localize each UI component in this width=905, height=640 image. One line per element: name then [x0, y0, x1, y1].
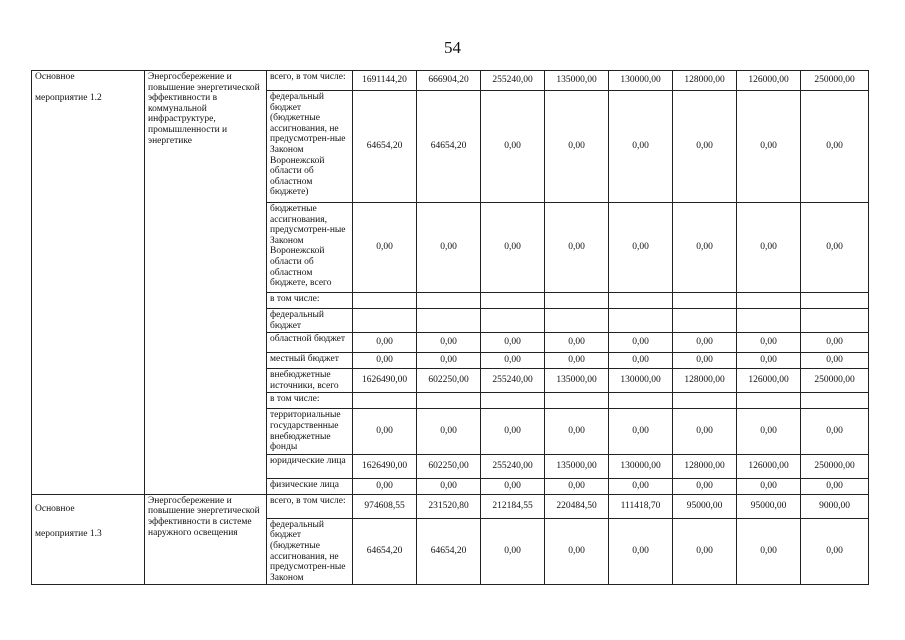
value-cell: 0,00 [609, 409, 673, 454]
value-cell: 0,00 [609, 518, 673, 585]
value-cell: 0,00 [545, 353, 609, 369]
value-cell: 0,00 [737, 409, 801, 454]
value-cell: 0,00 [353, 478, 417, 494]
value-cell: 130000,00 [609, 71, 673, 91]
value-cell: 0,00 [481, 409, 545, 454]
value-cell [737, 293, 801, 309]
measure-name-cell [32, 494, 145, 585]
value-cell: 0,00 [481, 203, 545, 293]
value-cell: 0,00 [609, 203, 673, 293]
funding-source-cell: местный бюджет [267, 353, 353, 369]
value-cell: 0,00 [353, 409, 417, 454]
funding-source-cell: областной бюджет [267, 333, 353, 353]
funding-source-cell: юридические лица [267, 454, 353, 478]
value-cell: 255240,00 [481, 369, 545, 393]
value-cell: 0,00 [353, 333, 417, 353]
value-cell [353, 393, 417, 409]
value-cell: 130000,00 [609, 454, 673, 478]
value-cell: 135000,00 [545, 454, 609, 478]
value-cell: 0,00 [481, 91, 545, 203]
value-cell: 0,00 [673, 333, 737, 353]
value-cell: 0,00 [545, 333, 609, 353]
value-cell: 128000,00 [673, 71, 737, 91]
value-cell: 255240,00 [481, 454, 545, 478]
funding-source-cell: всего, в том числе: [267, 494, 353, 518]
measure-title-cell: Энергосбережение и повышение энергетической эффективности в коммунальной инфраструктуре, промышленности и энергетике [145, 71, 267, 495]
value-cell: 64654,20 [417, 91, 481, 203]
value-cell: 126000,00 [737, 369, 801, 393]
value-cell: 0,00 [801, 333, 869, 353]
value-cell: 974608,55 [353, 494, 417, 518]
value-cell [481, 293, 545, 309]
value-cell [673, 393, 737, 409]
value-cell: 0,00 [545, 203, 609, 293]
funding-source-cell: физические лица [267, 478, 353, 494]
value-cell [737, 393, 801, 409]
value-cell [545, 309, 609, 333]
table-body [32, 71, 869, 585]
measure-name-line2: мероприятие 1.3 [35, 529, 102, 540]
value-cell: 212184,55 [481, 494, 545, 518]
value-cell: 0,00 [417, 409, 481, 454]
value-cell: 602250,00 [417, 369, 481, 393]
value-cell: 0,00 [545, 518, 609, 585]
measure-name-cell [32, 71, 145, 495]
value-cell: 0,00 [353, 203, 417, 293]
measure-name-line1: Основное [35, 72, 75, 82]
value-cell: 0,00 [801, 353, 869, 369]
value-cell: 250000,00 [801, 369, 869, 393]
value-cell [801, 293, 869, 309]
value-cell [481, 393, 545, 409]
value-cell: 0,00 [737, 203, 801, 293]
value-cell: 64654,20 [353, 518, 417, 585]
measure-name-line1: Основное [35, 503, 75, 514]
value-cell: 126000,00 [737, 454, 801, 478]
table-row [32, 494, 869, 518]
value-cell [737, 309, 801, 333]
value-cell: 9000,00 [801, 494, 869, 518]
funding-source-cell: территориальные государственные внебюджетные фонды [267, 409, 353, 454]
value-cell: 95000,00 [737, 494, 801, 518]
value-cell: 0,00 [417, 353, 481, 369]
value-cell: 0,00 [545, 91, 609, 203]
value-cell: 250000,00 [801, 454, 869, 478]
value-cell: 95000,00 [673, 494, 737, 518]
value-cell: 1691144,20 [353, 71, 417, 91]
value-cell: 0,00 [737, 333, 801, 353]
value-cell: 1626490,00 [353, 369, 417, 393]
value-cell: 111418,70 [609, 494, 673, 518]
funding-source-cell: федеральный бюджет (бюджетные ассигнования, не предусмотрен-ные Законом [267, 518, 353, 585]
value-cell: 602250,00 [417, 454, 481, 478]
value-cell: 0,00 [673, 91, 737, 203]
value-cell [609, 309, 673, 333]
value-cell: 0,00 [673, 518, 737, 585]
value-cell: 0,00 [417, 203, 481, 293]
value-cell: 135000,00 [545, 369, 609, 393]
funding-source-cell: в том числе: [267, 293, 353, 309]
value-cell: 0,00 [609, 478, 673, 494]
value-cell: 0,00 [417, 478, 481, 494]
funding-source-cell: внебюджетные источники, всего [267, 369, 353, 393]
measure-title-cell: Энергосбережение и повышение энергетической эффективности в системе наружного освещения [145, 494, 267, 585]
page-number: 54 [444, 38, 461, 57]
value-cell: 0,00 [481, 478, 545, 494]
value-cell [673, 309, 737, 333]
value-cell [353, 293, 417, 309]
value-cell: 666904,20 [417, 71, 481, 91]
value-cell: 220484,50 [545, 494, 609, 518]
value-cell [353, 309, 417, 333]
value-cell [609, 293, 673, 309]
value-cell: 0,00 [673, 203, 737, 293]
value-cell: 0,00 [417, 333, 481, 353]
value-cell: 0,00 [801, 409, 869, 454]
value-cell: 64654,20 [353, 91, 417, 203]
value-cell: 0,00 [673, 409, 737, 454]
funding-source-cell: федеральный бюджет (бюджетные ассигнования, не предусмотрен-ные Законом Воронежской области об областном бюджете) [267, 91, 353, 203]
value-cell: 0,00 [801, 91, 869, 203]
value-cell [545, 393, 609, 409]
value-cell: 0,00 [801, 203, 869, 293]
value-cell: 128000,00 [673, 454, 737, 478]
funding-source-cell: федеральный бюджет [267, 309, 353, 333]
value-cell: 0,00 [609, 91, 673, 203]
value-cell [417, 293, 481, 309]
value-cell: 0,00 [481, 333, 545, 353]
value-cell: 0,00 [737, 91, 801, 203]
value-cell: 0,00 [609, 333, 673, 353]
value-cell: 64654,20 [417, 518, 481, 585]
value-cell: 0,00 [481, 518, 545, 585]
value-cell: 0,00 [673, 478, 737, 494]
value-cell: 0,00 [481, 353, 545, 369]
table-row [32, 71, 869, 91]
value-cell [417, 393, 481, 409]
value-cell: 231520,80 [417, 494, 481, 518]
value-cell: 255240,00 [481, 71, 545, 91]
funding-source-cell: в том числе: [267, 393, 353, 409]
value-cell: 1626490,00 [353, 454, 417, 478]
value-cell: 0,00 [737, 353, 801, 369]
value-cell: 130000,00 [609, 369, 673, 393]
value-cell: 0,00 [673, 353, 737, 369]
value-cell [545, 293, 609, 309]
value-cell: 135000,00 [545, 71, 609, 91]
value-cell: 250000,00 [801, 71, 869, 91]
value-cell: 0,00 [801, 478, 869, 494]
funding-source-cell: бюджетные ассигнования, предусмотрен-ные Законом Воронежской области об областном бюджете, всего [267, 203, 353, 293]
value-cell [673, 293, 737, 309]
funding-source-cell: всего, в том числе: [267, 71, 353, 91]
value-cell: 126000,00 [737, 71, 801, 91]
measure-name-line2: мероприятие 1.2 [35, 92, 102, 103]
value-cell: 0,00 [545, 478, 609, 494]
value-cell [481, 309, 545, 333]
value-cell: 0,00 [737, 518, 801, 585]
value-cell: 128000,00 [673, 369, 737, 393]
value-cell [417, 309, 481, 333]
value-cell [609, 393, 673, 409]
value-cell: 0,00 [801, 518, 869, 585]
value-cell: 0,00 [609, 353, 673, 369]
value-cell [801, 309, 869, 333]
value-cell [801, 393, 869, 409]
value-cell: 0,00 [545, 409, 609, 454]
value-cell: 0,00 [353, 353, 417, 369]
funding-table [31, 70, 869, 585]
value-cell: 0,00 [737, 478, 801, 494]
